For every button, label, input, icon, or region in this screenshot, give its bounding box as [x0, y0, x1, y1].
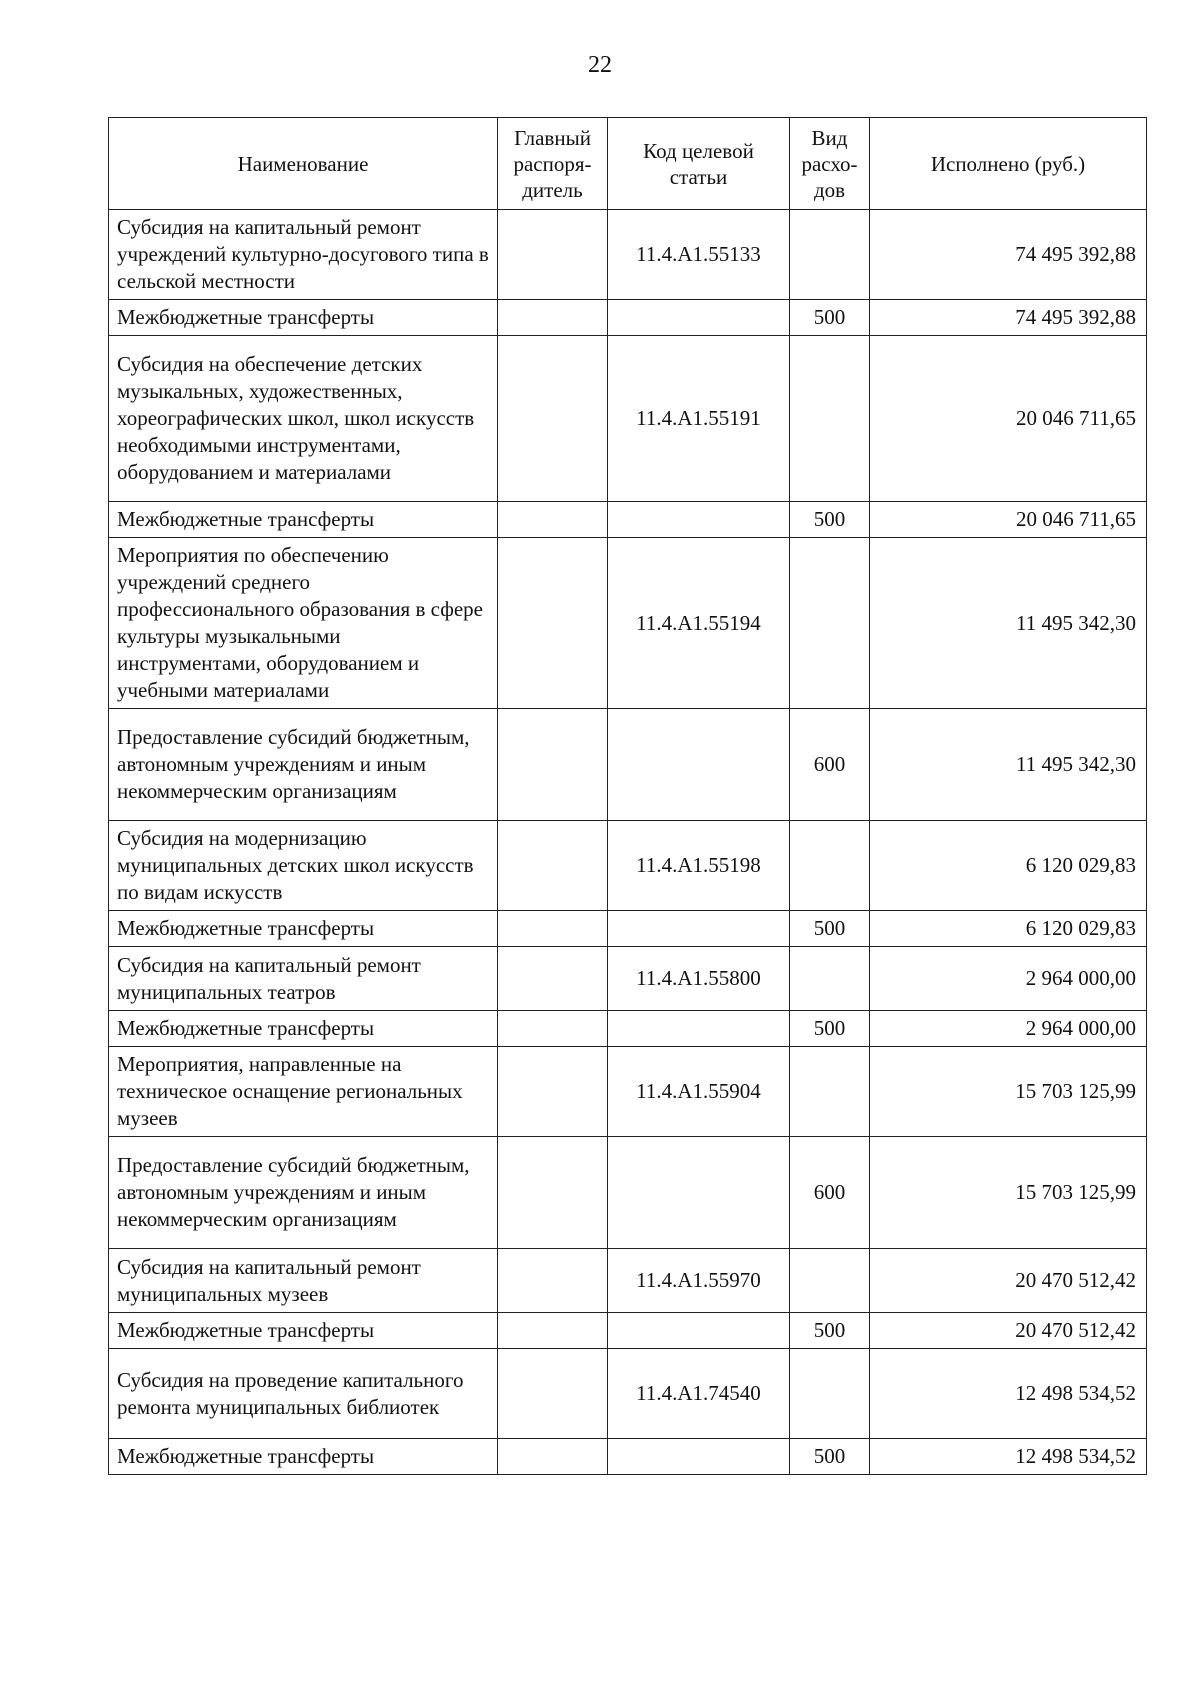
cell-expense-type [790, 336, 870, 502]
cell-name: Межбюджетные трансферты [109, 1313, 498, 1349]
cell-executed-amount: 20 046 711,65 [870, 502, 1147, 538]
table-row [109, 821, 1147, 911]
cell-executed-amount: 6 120 029,83 [870, 911, 1147, 947]
cell-executed-amount: 15 703 125,99 [870, 1137, 1147, 1249]
table-row [109, 911, 1147, 947]
header-expense-type: Вид расхо-дов [790, 118, 870, 210]
cell-target-code: 11.4.А1.55904 [608, 1047, 790, 1137]
cell-main-administrator [498, 911, 608, 947]
cell-main-administrator [498, 1047, 608, 1137]
cell-main-administrator [498, 300, 608, 336]
cell-executed-amount: 12 498 534,52 [870, 1349, 1147, 1439]
table-row [109, 1439, 1147, 1475]
cell-main-administrator [498, 947, 608, 1011]
cell-name: Межбюджетные трансферты [109, 1439, 498, 1475]
cell-name: Субсидия на обеспечение детских музыкальных, художественных, хореографических школ, школ искусств необходимыми инструментами, оборудованием и материалами [109, 336, 498, 502]
header-name: Наименование [109, 118, 498, 210]
header-target-code: Код целевой статьи [608, 118, 790, 210]
header-main-administrator: Главный распоря-дитель [498, 118, 608, 210]
cell-main-administrator [498, 1011, 608, 1047]
cell-expense-type [790, 947, 870, 1011]
cell-expense-type [790, 1047, 870, 1137]
cell-target-code [608, 300, 790, 336]
cell-expense-type: 600 [790, 709, 870, 821]
cell-target-code [608, 1313, 790, 1349]
table-row [109, 538, 1147, 709]
table-row [109, 947, 1147, 1011]
cell-name: Субсидия на проведение капитального ремонта муниципальных библиотек [109, 1349, 498, 1439]
cell-target-code: 11.4.А1.55191 [608, 336, 790, 502]
cell-expense-type: 600 [790, 1137, 870, 1249]
budget-execution-table [108, 117, 1147, 1475]
cell-expense-type [790, 821, 870, 911]
table-header-row [109, 118, 1147, 210]
cell-executed-amount: 11 495 342,30 [870, 538, 1147, 709]
cell-target-code [608, 911, 790, 947]
cell-name: Субсидия на капитальный ремонт муниципальных музеев [109, 1249, 498, 1313]
cell-expense-type: 500 [790, 502, 870, 538]
cell-main-administrator [498, 502, 608, 538]
cell-executed-amount: 11 495 342,30 [870, 709, 1147, 821]
table-body [109, 210, 1147, 1475]
cell-main-administrator [498, 336, 608, 502]
table-row [109, 502, 1147, 538]
cell-name: Межбюджетные трансферты [109, 1011, 498, 1047]
cell-executed-amount: 2 964 000,00 [870, 947, 1147, 1011]
cell-name: Субсидия на капитальный ремонт муниципальных театров [109, 947, 498, 1011]
page-number: 22 [588, 52, 612, 78]
cell-target-code: 11.4.А1.55970 [608, 1249, 790, 1313]
cell-expense-type [790, 1349, 870, 1439]
cell-expense-type: 500 [790, 1011, 870, 1047]
cell-target-code [608, 502, 790, 538]
cell-expense-type: 500 [790, 911, 870, 947]
cell-expense-type [790, 1249, 870, 1313]
cell-executed-amount: 74 495 392,88 [870, 210, 1147, 300]
cell-name: Мероприятия, направленные на техническое оснащение региональных музеев [109, 1047, 498, 1137]
table-row [109, 210, 1147, 300]
table-row [109, 1137, 1147, 1249]
table-row [109, 709, 1147, 821]
table-row [109, 300, 1147, 336]
cell-expense-type [790, 210, 870, 300]
header-executed-amount: Исполнено (руб.) [870, 118, 1147, 210]
cell-target-code [608, 1011, 790, 1047]
cell-executed-amount: 20 470 512,42 [870, 1313, 1147, 1349]
cell-expense-type: 500 [790, 1439, 870, 1475]
cell-main-administrator [498, 538, 608, 709]
cell-name: Мероприятия по обеспечению учреждений среднего профессионального образования в сфере культуры музыкальными инструментами, оборудованием и учебными материалами [109, 538, 498, 709]
table-row [109, 1047, 1147, 1137]
cell-main-administrator [498, 709, 608, 821]
table-row [109, 1349, 1147, 1439]
cell-expense-type: 500 [790, 300, 870, 336]
cell-executed-amount: 12 498 534,52 [870, 1439, 1147, 1475]
cell-executed-amount: 20 046 711,65 [870, 336, 1147, 502]
cell-name: Субсидия на модернизацию муниципальных детских школ искусств по видам искусств [109, 821, 498, 911]
cell-main-administrator [498, 1249, 608, 1313]
cell-main-administrator [498, 1313, 608, 1349]
cell-executed-amount: 6 120 029,83 [870, 821, 1147, 911]
cell-expense-type [790, 538, 870, 709]
cell-expense-type: 500 [790, 1313, 870, 1349]
cell-name: Предоставление субсидий бюджетным, автономным учреждениям и иным некоммерческим организациям [109, 709, 498, 821]
cell-executed-amount: 2 964 000,00 [870, 1011, 1147, 1047]
cell-name: Предоставление субсидий бюджетным, автономным учреждениям и иным некоммерческим организациям [109, 1137, 498, 1249]
cell-target-code: 11.4.А1.55198 [608, 821, 790, 911]
table-row [109, 1313, 1147, 1349]
cell-target-code [608, 709, 790, 821]
cell-target-code: 11.4.А1.74540 [608, 1349, 790, 1439]
cell-name: Субсидия на капитальный ремонт учреждений культурно-досугового типа в сельской местности [109, 210, 498, 300]
cell-target-code [608, 1439, 790, 1475]
cell-name: Межбюджетные трансферты [109, 502, 498, 538]
table-row [109, 1249, 1147, 1313]
cell-name: Межбюджетные трансферты [109, 300, 498, 336]
cell-name: Межбюджетные трансферты [109, 911, 498, 947]
cell-target-code [608, 1137, 790, 1249]
cell-target-code: 11.4.А1.55800 [608, 947, 790, 1011]
cell-executed-amount: 15 703 125,99 [870, 1047, 1147, 1137]
cell-main-administrator [498, 1349, 608, 1439]
cell-target-code: 11.4.А1.55133 [608, 210, 790, 300]
cell-executed-amount: 74 495 392,88 [870, 300, 1147, 336]
cell-main-administrator [498, 1137, 608, 1249]
table-row [109, 336, 1147, 502]
cell-executed-amount: 20 470 512,42 [870, 1249, 1147, 1313]
table-row [109, 1011, 1147, 1047]
cell-target-code: 11.4.А1.55194 [608, 538, 790, 709]
cell-main-administrator [498, 1439, 608, 1475]
cell-main-administrator [498, 821, 608, 911]
cell-main-administrator [498, 210, 608, 300]
